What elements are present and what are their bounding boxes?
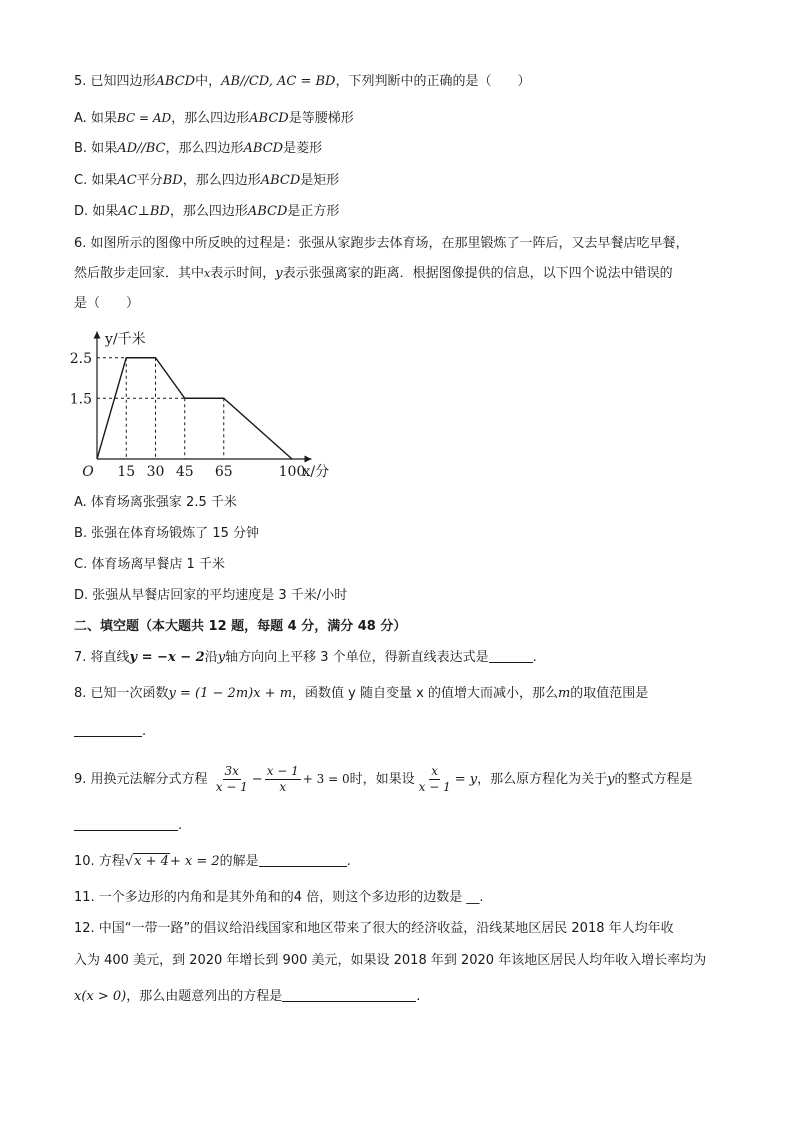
q10	[74, 852, 351, 872]
q7-axis: y	[217, 650, 226, 665]
q6-line2-c: 表示张强离家的距离．根据图像提供的信息，以下四个说法中错误的	[282, 266, 673, 281]
q6-line2-x: x	[204, 267, 211, 280]
q9-rest: + 3 = 0	[302, 772, 350, 786]
q7-mid: 沿	[204, 650, 218, 665]
q9	[74, 762, 692, 797]
q5-option-d-cond: AC⊥BD	[118, 204, 170, 219]
q5-option-a-quad: ABCD	[249, 111, 289, 126]
x-axis-label: x/分	[302, 464, 330, 480]
y-axis-label: y/千米	[105, 331, 146, 348]
q10-pre: 10. 方程	[74, 854, 125, 869]
q8-post: 的取值范围是	[570, 686, 649, 701]
q9-pre: 9. 用换元法解分式方程	[74, 772, 208, 787]
q9-fraction-1	[214, 764, 250, 795]
q5-option-d-pre: D. 如果	[74, 204, 119, 219]
q10-post: 的解是	[219, 854, 259, 869]
q10-radicand: x + 4	[134, 854, 169, 869]
q5-option-a-pre: A. 如果	[74, 111, 117, 126]
q12-line2: 入为 400 美元，到 2020 年增长到 900 美元，如果设 2018 年到 2020 年该地区居民人均年收入增长率均为	[74, 953, 707, 968]
q9-minus: −	[251, 772, 263, 787]
q8-mid: ，函数值 y 随自变量 x 的值增大而减小，那么	[292, 686, 558, 701]
x-tick-label-100: 100	[278, 464, 306, 480]
q5-option-c-quad: ABCD	[260, 173, 301, 188]
q5-option-a-end: 是等腰梯形	[288, 111, 354, 126]
q8-pre: 8. 已知一次函数	[74, 686, 169, 701]
q7-answer-blank[interactable]	[489, 648, 533, 663]
q8-answer-line	[74, 722, 146, 742]
q9-answer-blank[interactable]	[74, 816, 178, 831]
q8-expr: y = (1 − 2m)x + m	[168, 686, 293, 701]
q8-var: m	[557, 686, 571, 701]
q5-option-c-cond: AC	[117, 173, 137, 188]
q9-eq-y: = y	[454, 772, 478, 787]
q5-option-c-end: 是矩形	[300, 173, 340, 188]
q9-f3-den: x − 1	[418, 780, 451, 794]
q5-option-c-mid: 平分	[136, 173, 163, 188]
q12-post: ，那么由题意列出的方程是	[126, 989, 283, 1004]
q6-option-a: A. 体育场离张强家 2.5 千米	[74, 495, 237, 510]
q6-line2-a: 然后散步走回家．其中	[74, 266, 205, 281]
q5-option-d-post: ，那么四边形	[169, 204, 248, 219]
q5-stem-b: 中，	[195, 74, 222, 89]
q5-option-d-end: 是正方形	[287, 204, 340, 219]
q9-f2-num: x − 1	[266, 764, 299, 778]
q12-line1: 12. 中国“一带一路”的倡议给沿线国家和地区带来了很大的经济收益，沿线某地区居民 2018 年人均年收	[74, 921, 674, 936]
q6-option-b: B. 张强在体育场锻炼了 15 分钟	[74, 526, 259, 541]
q12-end: .	[416, 989, 421, 1004]
origin-label: O	[82, 464, 94, 480]
q8-answer-blank[interactable]	[74, 722, 142, 737]
section-heading: 二、填空题（本大题共 12 题，每题 4 分，满分 48 分）	[74, 619, 407, 634]
q10-expr: + x = 2	[169, 854, 220, 869]
q9-end: .	[178, 818, 183, 833]
q9-post-var: y	[607, 772, 615, 787]
q6-line3: 是（ ）	[74, 296, 140, 311]
x-tick-label-30: 30	[146, 464, 165, 480]
q5-option-a-cond: BC = AD	[116, 111, 172, 125]
q5-condition: AB//CD, AC = BD	[221, 74, 336, 89]
q12-answer-blank[interactable]	[282, 987, 416, 1002]
q5-option-c-cond2: BD	[162, 173, 183, 188]
q6-option-c: C. 体育场离早餐店 1 千米	[74, 557, 225, 572]
q10-answer-blank[interactable]	[259, 852, 347, 867]
x-tick-label-15: 15	[117, 464, 136, 480]
q9-post-b: 的整式方程是	[614, 772, 693, 787]
q12-expr: x(x > 0)	[74, 989, 127, 1004]
q5-quad: ABCD	[155, 74, 196, 89]
q5-option-b-end: 是菱形	[283, 141, 323, 156]
q8	[74, 684, 648, 704]
q5-stem-a: 5. 已知四边形	[74, 74, 156, 89]
x-tick-label-65: 65	[214, 464, 233, 480]
y-tick-label-2.5: 2.5	[69, 350, 92, 367]
q6-line2-b: 表示时间，	[210, 266, 276, 281]
q7	[74, 648, 537, 668]
q7-end: .	[532, 650, 537, 665]
q5-option-b-post: ，那么四边形	[165, 141, 244, 156]
q10-end: .	[346, 854, 351, 869]
q5-option-c-pre: C. 如果	[74, 173, 118, 188]
q8-end: .	[142, 724, 147, 739]
q6-option-d: D. 张强从早餐店回家的平均速度是 3 千米/小时	[74, 588, 348, 603]
q6-line1: 6. 如图所示的图像中所反映的过程是：张强从家跑步去体育场，在那里锻炼了一阵后，又去早餐店吃早餐，	[74, 236, 689, 251]
distance-time-graph	[0, 0, 794, 490]
q9-f2-den: x	[279, 780, 287, 794]
q9-post-a: ，那么原方程化为关于	[477, 772, 608, 787]
q9-answer-line	[74, 816, 182, 836]
q5-option-b-pre: B. 如果	[74, 141, 118, 156]
q5-option-c-post: ，那么四边形	[182, 173, 261, 188]
q7-expr: y = −x − 2	[129, 650, 205, 665]
q11: 11. 一个多边形的内角和是其外角和的4 倍，则这个多边形的边数是 __.	[74, 890, 484, 905]
q5-option-a-post: ，那么四边形	[171, 111, 250, 126]
q9-f1-num: 3x	[224, 764, 239, 778]
q10-sqrt: √x + 4	[124, 854, 169, 869]
q9-mid: 时，如果设	[349, 772, 415, 787]
q9-f3-num: x	[431, 764, 439, 778]
q12-line3	[74, 987, 420, 1007]
q5-option-d-quad: ABCD	[247, 204, 288, 219]
q6-line2-y: y	[275, 266, 283, 281]
q5-stem-c: ，下列判断中的正确的是（ ）	[335, 74, 531, 89]
q5-option-b-quad: ABCD	[243, 141, 284, 156]
q7-pre: 7. 将直线	[74, 650, 130, 665]
x-tick-label-45: 45	[175, 464, 194, 480]
y-tick-label-1.5: 1.5	[69, 391, 92, 408]
q9-fraction-3	[417, 764, 453, 795]
q9-f1-den: x − 1	[215, 780, 248, 794]
q7-post: 轴方向向上平移 3 个单位，得新直线表达式是	[225, 650, 489, 665]
q9-fraction-2	[265, 764, 301, 795]
q5-option-b-cond: AD//BC	[117, 141, 166, 156]
